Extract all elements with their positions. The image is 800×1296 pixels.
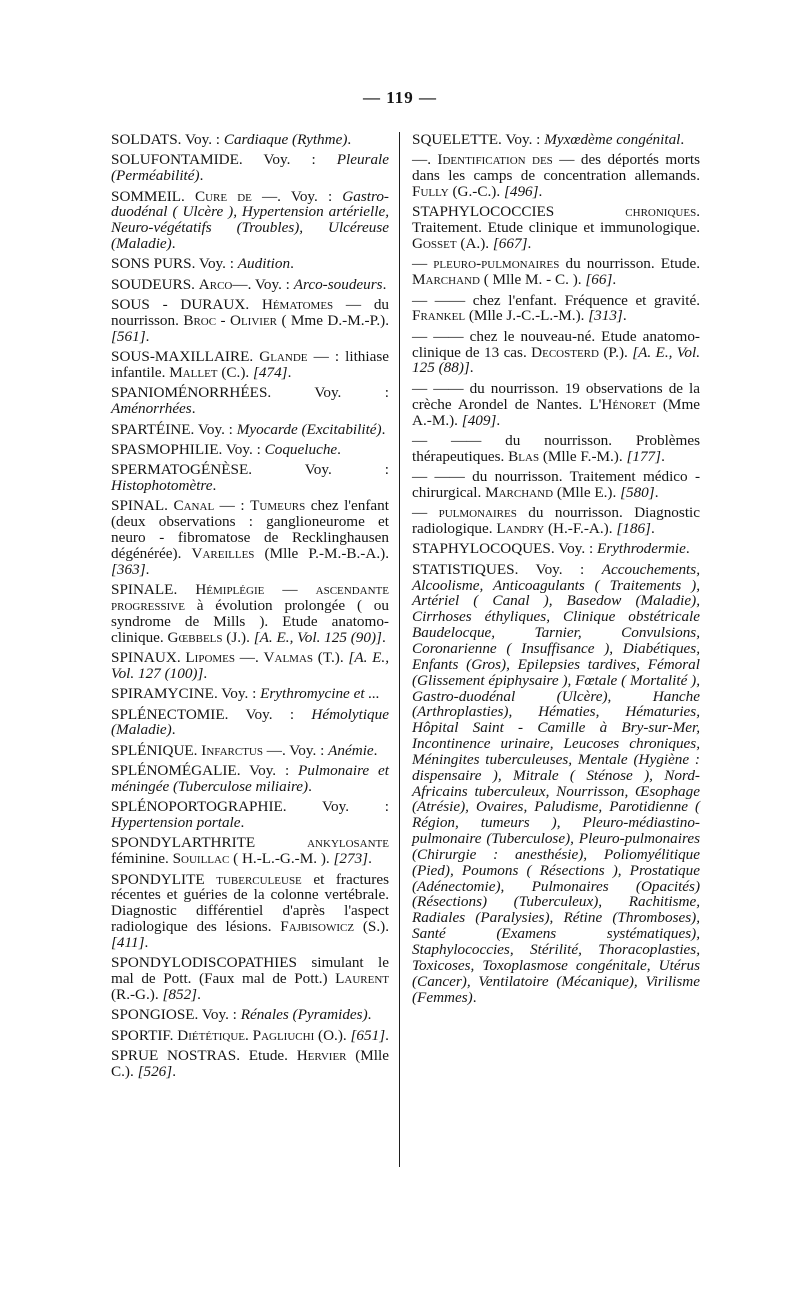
page-number: — 119 — — [362, 88, 438, 107]
index-entry: — —— du nourrisson. Problèmes thérapeutiques. Blas (Mlle F.-M.). [177]. — [412, 431, 700, 465]
index-entry: SPINAL. Canal — : Tumeurs chez l'enfant (deux observations : ganglioneurome et neuro - fibromatose de Recklinghausen dégénérée). Vareilles (Mlle P.-M.-B.-A.). [363]. — [111, 497, 389, 578]
index-entry: SPLÉNECTOMIE. Voy. : Hémolytique (Maladie). — [111, 705, 389, 739]
index-entry: SPARTÉINE. Voy. : Myocarde (Excitabilité). — [111, 420, 386, 438]
index-entry: SPINALE. Hémiplégie — ascendante progressive à évolution prolongée ( ou syndrome de Mills ). Etude anatomo-clinique. Gœbbels (J.). [A. E., Vol. 125 (90)]. — [111, 581, 389, 646]
index-entry: SOLUFONTAMIDE. Voy. : Pleurale (Perméabilité). — [111, 151, 389, 185]
index-entry: SPERMATOGÉNÈSE. Voy. : Histophotomètre. — [111, 461, 389, 495]
index-entry: SPONGIOSE. Voy. : Rénales (Pyramides). — [111, 1006, 372, 1024]
index-entry: SPINAUX. Lipomes —. Valmas (T.). [A. E., Vol. 127 (100)]. — [111, 648, 390, 682]
index-entry: SOUDEURS. Arco—. Voy. : Arco-soudeurs. — [111, 275, 387, 293]
index-entry: SPORTIF. Diététique. Pagliuchi (O.). [651]. — [111, 1026, 389, 1044]
index-column-right — [412, 132, 700, 1010]
index-entry: SOMMEIL. Cure de —. Voy. : Gastro-duodénal ( Ulcère ), Hypertension artérielle, Neuro-végétatifs (Troubles), Ulcéreuse (Maladie). — [111, 187, 389, 253]
index-entry: — pleuro-pulmonaires du nourrisson. Etude. Marchand ( Mlle M. - C. ). [66]. — [412, 255, 700, 289]
index-entry: SPONDYLODISCOPATHIES simulant le mal de Pott. (Faux mal de Pott.) Laurent (R.-G.). [852]. — [111, 954, 389, 1003]
index-entry: SOUS-MAXILLAIRE. Glande — : lithiase infantile. Mallet (C.). [474]. — [111, 348, 389, 381]
index-entry: SPONDYLARTHRITE ankylosante féminine. Souillac ( H.-L.-G.-M. ). [273]. — [111, 834, 389, 868]
index-entry: SPLÉNIQUE. Infarctus —. Voy. : Anémie. — [111, 741, 378, 759]
index-entry: — —— chez le nouveau-né. Etude anatomo-clinique de 13 cas. Decosterd (P.). [A. E., Vol. 125 (88)]. — [412, 327, 700, 377]
index-entry: STATISTIQUES. Voy. : Accouchements, Alcoolisme, Anticoagulants ( Traitements ), Artériel ( Canal ), Basedow (Maladie), Cirrhoses éthyliques, Clinique obstétricale Baudelocque, Tarnier, Convulsions, Coronarienne ( Insuffisance ), Diabétiques, Enfants (Gros), Epilepsies tardives, Fémoral (Glissement épiphysaire ), Fœtale ( Mortalité ), Gastro-duodénal (Ulcère), Hanche (Arthroplasties), Hématies, Hématuries, Hôpital Saint - Camille à Bry-sur-Mer, Incontinence urinaire, Leucoses chroniques, Méningites tuberculeuses, Mentale (Hygiène : dispensaire ), Mitrale ( Sténose ), Nord-Africains tuberculeux, Nourrisson, Œsophage (Atrésie), Ovaires, Paludisme, Parotidienne ( Région, tumeurs ), Pleuro-médiastino-pulmonaire (Tuberculose), Pleuro-pulmonaires (Chirurgie : anesthésie), Poliomyélitique (Pied), Poumons ( Résections ), Prostatique (Adénectomie), Pulmonaires (Opacités) (Résections) (Tuberculeux), Rachitisme, Radiales (Paralysies), Rétine (Thromboses), Santé (Examens systématiques), Staphylococcies, Stérilité, Thoracoplasties, Toxicoses, Toxoplasmose congénitale, Utérus (Cancer), Ventilatoire (Mécanique), Virilisme (Femmes). — [412, 560, 700, 1006]
index-entry: SPLÉNOPORTOGRAPHIE. Voy. : Hypertension portale. — [111, 798, 389, 832]
index-entry: — —— chez l'enfant. Fréquence et gravité. Frankel (Mlle J.-C.-L.-M.). [313]. — [412, 291, 700, 325]
index-column-left — [111, 132, 389, 1084]
index-entry: —. Identification des — des déportés morts dans les camps de concentration allemands. Fully (G.-C.). [496]. — [412, 151, 700, 201]
index-entry: — —— du nourrisson. Traitement médico - chirurgical. Marchand (Mlle E.). [580]. — [412, 468, 700, 501]
index-entry: SOLDATS. Voy. : Cardiaque (Rythme). — [111, 131, 352, 148]
column-divider — [399, 132, 400, 1167]
index-entry: SPASMOPHILIE. Voy. : Coqueluche. — [111, 440, 341, 458]
index-entry: SQUELETTE. Voy. : Myxœdème congénital. — [412, 131, 685, 148]
index-entry: SPLÉNOMÉGALIE. Voy. : Pulmonaire et méningée (Tuberculose miliaire). — [111, 762, 389, 795]
index-entry: SPRUE NOSTRAS. Etude. Hervier (Mlle C.). [526]. — [111, 1047, 389, 1080]
index-entry: SOUS - DURAUX. Hématomes — du nourrisson. Broc - Olivier ( Mme D.-M.-P.). [561]. — [111, 296, 390, 345]
index-entry: — pulmonaires du nourrisson. Diagnostic radiologique. Landry (H.-F.-A.). [186]. — [412, 504, 700, 538]
index-entry: SONS PURS. Voy. : Audition. — [111, 255, 294, 273]
index-entry: SPANIOMÉNORRHÉES. Voy. : Aménorrhées. — [111, 384, 389, 418]
index-entry: SPONDYLITE tuberculeuse et fractures récentes et guéries de la colonne vertébrale. Diagnostic différentiel d'après l'aspect radiologique des lésions. Fajbisowicz (S.). [411]. — [111, 870, 389, 951]
index-entry: STAPHYLOCOCCIES chroniques. Traitement. Etude clinique et immunologique. Gosset (A.). [667]. — [412, 203, 700, 253]
index-entry: SPIRAMYCINE. Voy. : Erythromycine et ... — [111, 685, 380, 703]
index-entry: STAPHYLOCOQUES. Voy. : Erythrodermie. — [412, 540, 690, 558]
index-entry: — —— du nourrisson. 19 observations de la crèche Arondel de Nantes. L'Hénoret (Mme A.-M.). [409]. — [412, 379, 700, 429]
